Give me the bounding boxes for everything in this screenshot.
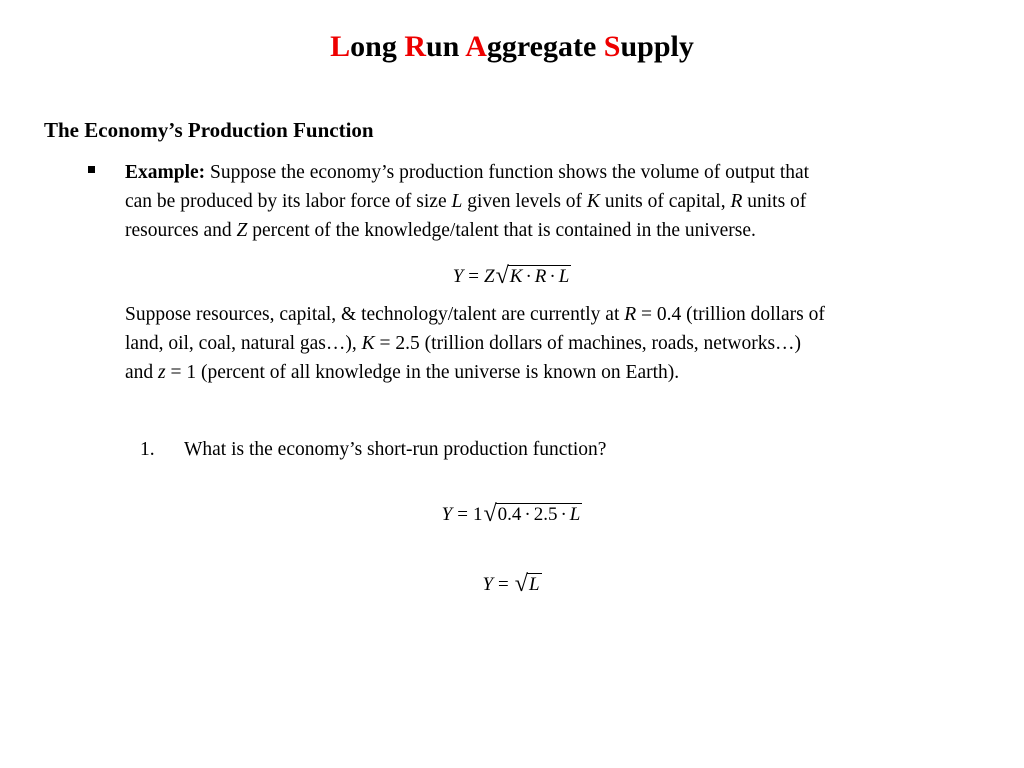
formula3-term-l: L xyxy=(528,574,540,595)
formula1-term-l: L xyxy=(558,266,570,287)
assumption-var-z: z xyxy=(158,362,166,383)
title-initial-r: R xyxy=(404,30,426,63)
title-initial-s: S xyxy=(603,30,621,63)
assumption-text-2b: = 2.5 (trillion dollars of machines, roads, networks…) xyxy=(374,333,802,354)
example-text-1: Suppose the economy’s production function shows the volume of output that xyxy=(205,162,810,183)
example-text-3a: resources and xyxy=(125,220,237,241)
assumption-line-2 xyxy=(125,329,801,358)
title-initial-l: L xyxy=(330,30,351,63)
formula2-dot-1: · xyxy=(524,504,531,525)
var-l: L xyxy=(451,191,463,212)
title-initial-a: A xyxy=(465,30,487,63)
slide-title xyxy=(0,27,1024,67)
var-k: K xyxy=(586,191,600,212)
formula2-dot-2: · xyxy=(560,504,567,525)
title-word-supply: upply xyxy=(620,30,694,63)
formula3-radicand xyxy=(527,573,542,595)
formula3-eq: = xyxy=(498,574,509,595)
formula1-dot-2: · xyxy=(549,266,556,287)
example-line-1 xyxy=(125,158,809,187)
section-heading: The Economy’s Production Function xyxy=(44,118,374,142)
assumption-var-k: K xyxy=(361,333,375,354)
example-text-3b: percent of the knowledge/talent that is contained in the universe. xyxy=(247,220,756,241)
title-word-long: ong xyxy=(350,30,405,63)
formula1-term-r: R xyxy=(534,266,547,287)
formula2-term-l: L xyxy=(569,504,581,525)
assumption-line-3 xyxy=(125,358,679,387)
question-text: What is the economy’s short-run production function? xyxy=(184,439,607,460)
formula1-coef: Z xyxy=(484,266,495,287)
example-line-2 xyxy=(125,187,806,216)
var-r: R xyxy=(730,191,743,212)
example-text-2d: units of xyxy=(742,191,807,212)
example-text-2c: units of capital, xyxy=(599,191,731,212)
sqrt-icon: √ xyxy=(483,501,497,527)
formula1-dot-1: · xyxy=(525,266,532,287)
assumption-var-r: R xyxy=(624,304,637,325)
sqrt-icon: √ xyxy=(514,571,528,597)
formula1-term-k: K xyxy=(509,266,523,287)
sqrt-icon: √ xyxy=(495,263,509,289)
formula2-eq: = xyxy=(457,504,468,525)
title-word-aggregate: ggregate xyxy=(486,30,604,63)
formula2-lhs: Y xyxy=(441,504,453,525)
assumption-text-1b: = 0.4 (trillion dollars of xyxy=(636,304,825,325)
formula1-lhs: Y xyxy=(452,266,464,287)
formula3-lhs: Y xyxy=(482,574,494,595)
example-text-2b: given levels of xyxy=(462,191,587,212)
var-z: Z xyxy=(236,220,248,241)
example-label: Example: xyxy=(125,162,206,183)
assumption-text-3a: and xyxy=(125,362,159,383)
formula2-coef: 1 xyxy=(472,504,483,525)
assumption-text-2a: land, oil, coal, natural gas…), xyxy=(125,333,362,354)
formula2-radicand xyxy=(496,503,583,525)
assumption-text-1a: Suppose resources, capital, & technology/talent are currently at xyxy=(125,304,625,325)
formula2-term-k: 2.5 xyxy=(533,504,558,525)
title-word-run: un xyxy=(426,30,466,63)
assumption-line-1 xyxy=(125,300,825,329)
example-line-3 xyxy=(125,216,756,245)
example-text-2a: can be produced by its labor force of size xyxy=(125,191,452,212)
formula-short-run xyxy=(0,500,1024,528)
formula1-eq: = xyxy=(468,266,479,287)
formula2-term-r: 0.4 xyxy=(497,504,522,525)
question-number: 1. xyxy=(140,439,155,460)
square-bullet-icon xyxy=(88,166,95,173)
assumption-text-3b: = 1 (percent of all knowledge in the universe is known on Earth). xyxy=(165,362,680,383)
formula1-radicand xyxy=(508,265,572,287)
formula-simplified xyxy=(0,570,1024,598)
formula-general xyxy=(0,262,1024,290)
